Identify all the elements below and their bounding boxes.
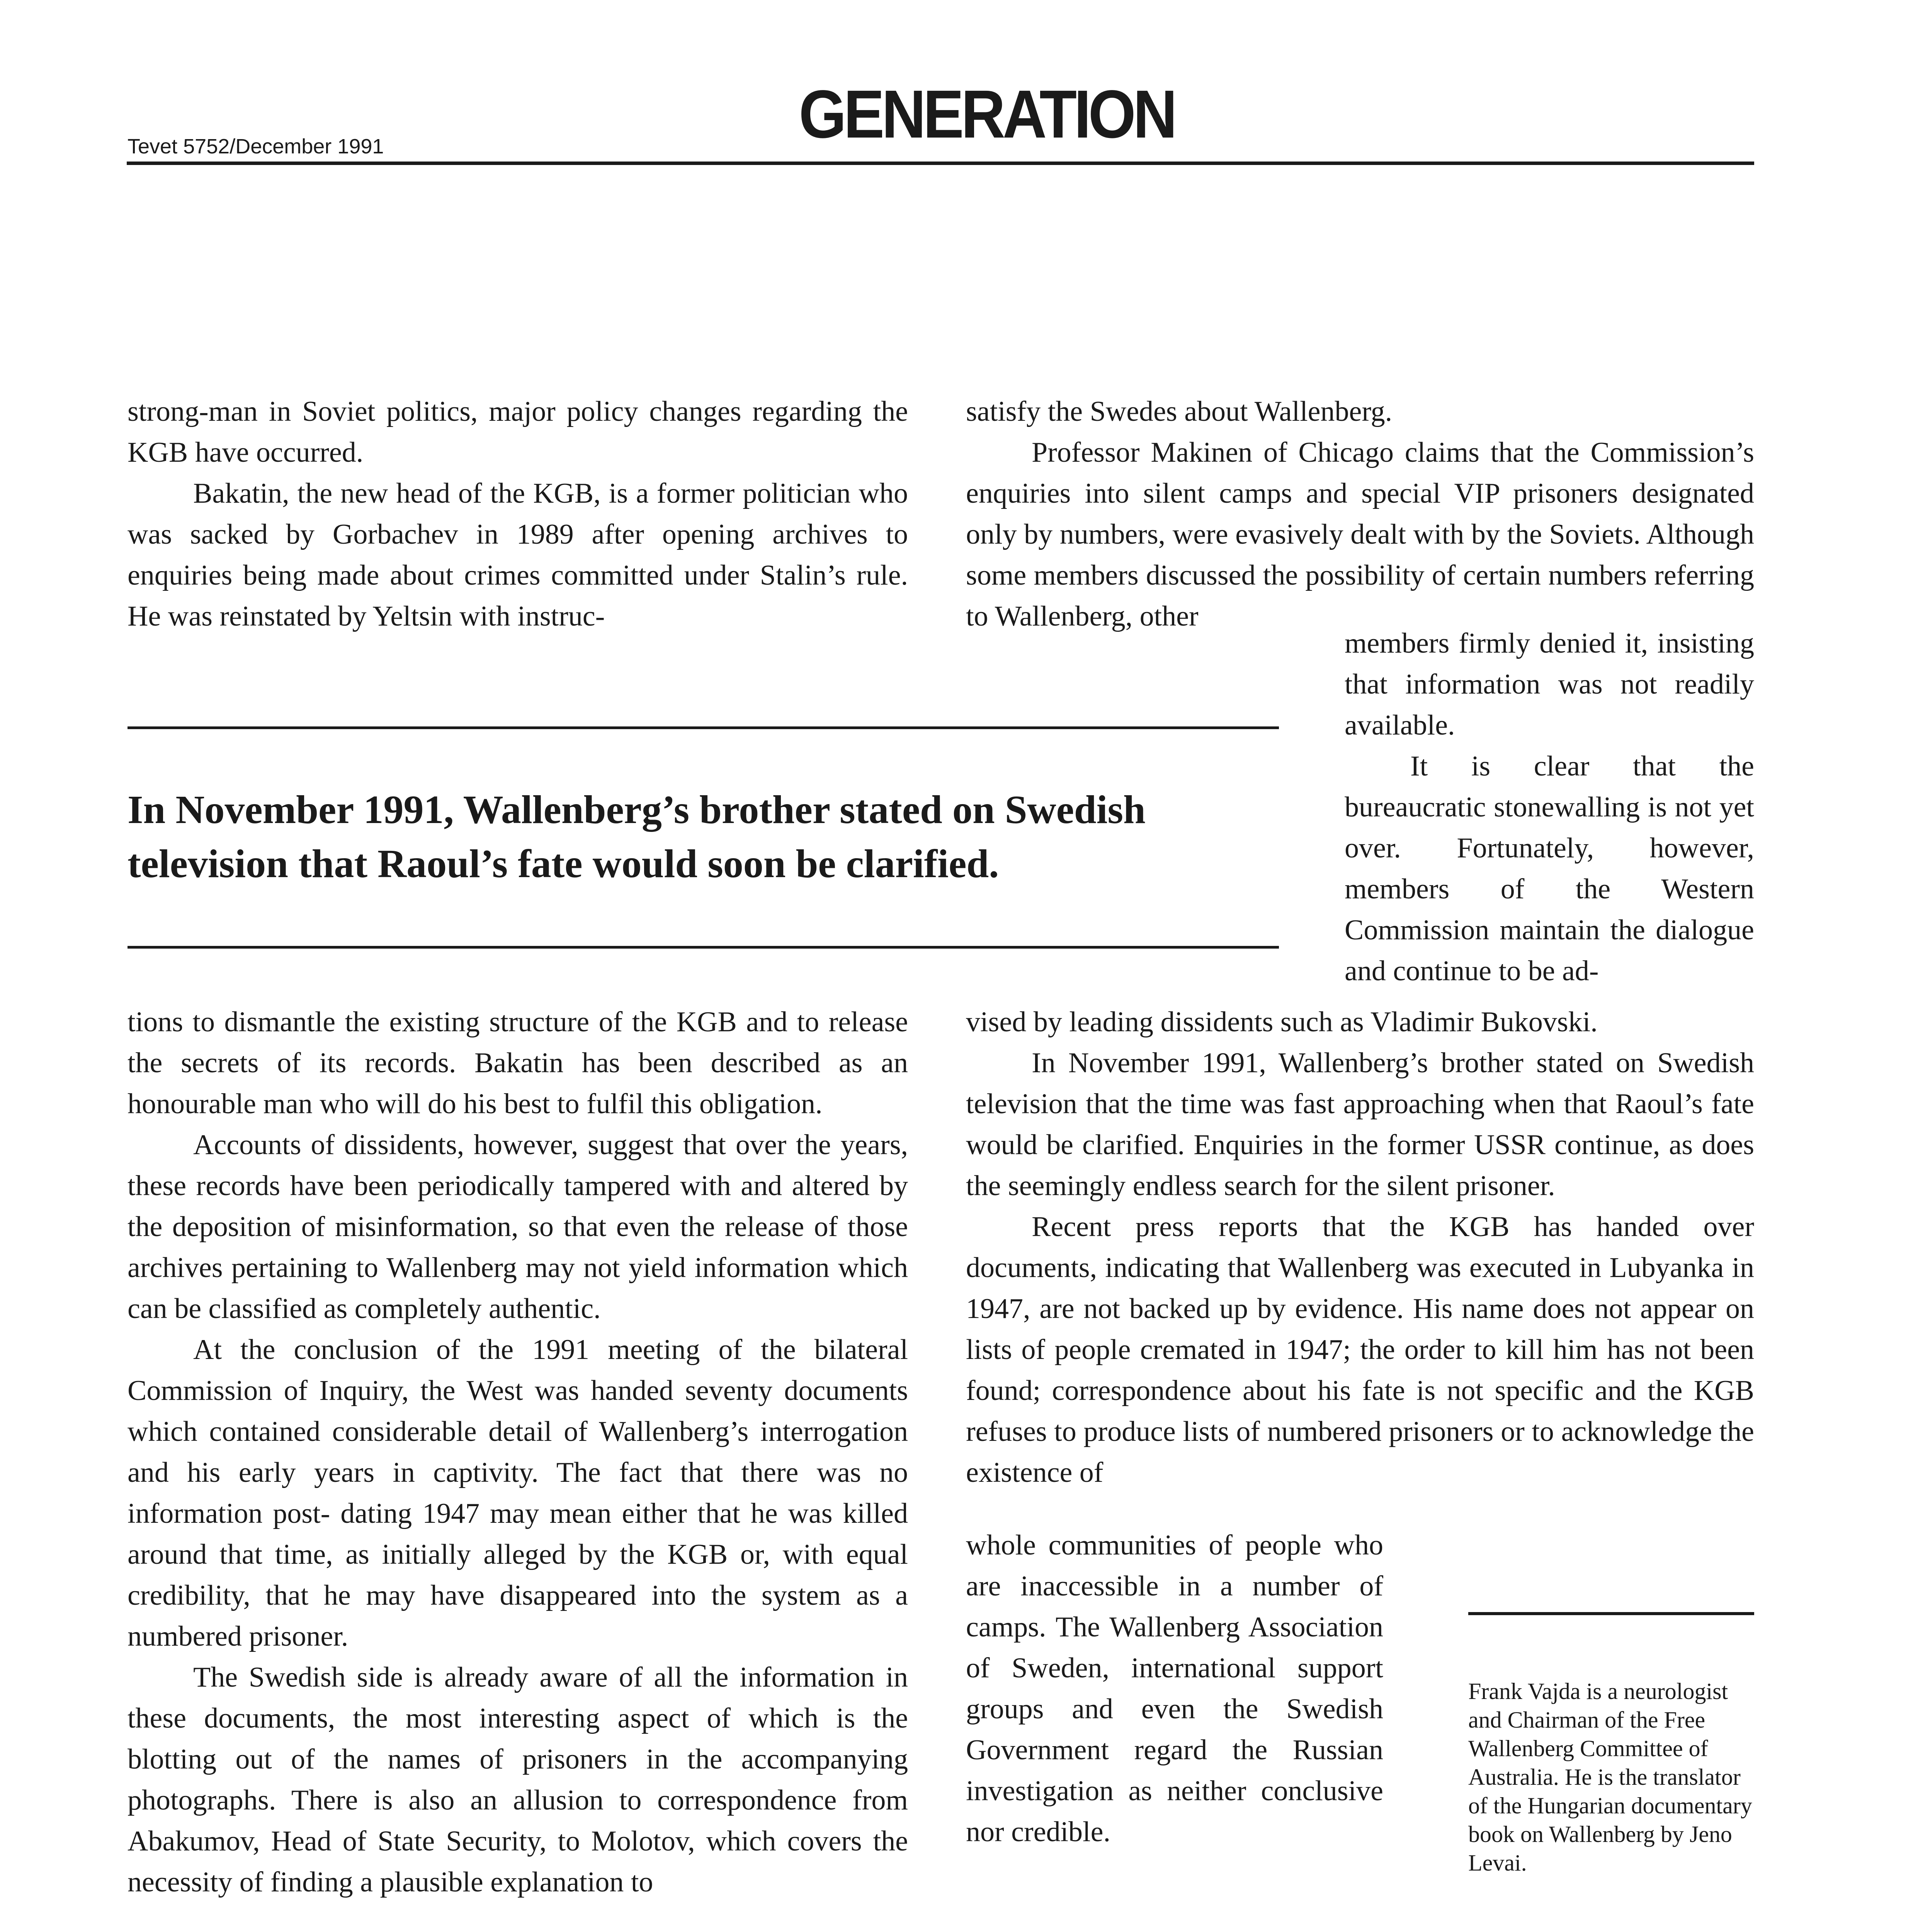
article-column-2-narrow (966, 1525, 1383, 1852)
pullquote-rule-bottom (128, 946, 1279, 949)
bio-rule (1468, 1612, 1754, 1615)
paragraph: The Swedish side is already aware of all the information in these documents, the most interesting aspect of which is the blotting out of the names of prisoners in the accompanying photographs. There is also an allusion to correspondence from Abakumov, Head of State Security, to Molotov, which covers the necessity of finding a plausible explanation to (128, 1662, 908, 1898)
paragraph: satisfy the Swedes about Wallenberg. (966, 396, 1393, 427)
header-rule (127, 162, 1754, 165)
paragraph: tions to dismantle the existing structure of the KGB and to release the secrets of its records. Bakatin has been described as an honourable man who will do his best to fulfil this obligation. (128, 1006, 908, 1120)
paragraph: In November 1991, Wallenberg’s brother stated on Swedish television that the time was fast approaching when that Raoul’s fate would be clarified. Enquiries in the former USSR continue, as does the seemingly endless search for the silent prisoner. (966, 1047, 1754, 1202)
paragraph: Recent press reports that the KGB has handed over documents, indicating that Wallenberg was executed in Lubyanka in 1947, are not backed up by evidence. His name does not appear on lists of people cremated in 1947; the order to kill him has not been found; correspondence about his fate is not specific and the KGB refuses to produce lists of numbered prisoners or to acknowledge the existence of (966, 1211, 1754, 1488)
paragraph: members firmly denied it, insisting that information was not readily available. (1345, 628, 1754, 741)
paragraph: Professor Makinen of Chicago claims that the Commission’s enquiries into silent camps and special VIP prisoners designated only by numbers, were evasively dealt with by the Soviets. Although some members discussed the possibility of certain numbers referring to Wallenberg, other (966, 437, 1754, 632)
paragraph: Bakatin, the new head of the KGB, is a former politician who was sacked by Gorbachev in 1989 after opening archives to enquiries being made about crimes committed under Stalin’s rule. He was reinstated by Yeltsin with instruc- (128, 478, 908, 632)
article-column-2-bottom (966, 1002, 1754, 1493)
paragraph: It is clear that the bureaucratic stonewalling is not yet over. Fortunately, however, members of the Western Commission maintain the dialogue and continue to be ad- (1345, 750, 1754, 987)
paragraph: vised by leading dissidents such as Vladimir Bukovski. (966, 1006, 1598, 1038)
article-column-2-top (966, 391, 1754, 637)
paragraph: whole communities of people who are inaccessible in a number of camps. The Wallenberg Association of Sweden, international support groups and even the Swedish Government regard the Russian investigation as neither conclusive nor credible. (966, 1529, 1383, 1848)
pullquote-rule-top (128, 726, 1279, 729)
masthead: GENERATION (799, 77, 1175, 152)
author-bio: Frank Vajda is a neurologist and Chairman of the Free Wallenberg Committee of Australia. He is the translator of the Hungarian documentary book on Wallenberg by Jeno Levai. (1468, 1679, 1752, 1876)
paragraph: At the conclusion of the 1991 meeting of the bilateral Commission of Inquiry, the West was handed seventy documents which contained considerable detail of Wallenberg’s interrogation and his early years in captivity. The fact that there was no information post- dating 1947 may mean either that he was killed around that time, as initially alleged by the KGB or, with equal credibility, that he may have disappeared into the system as a numbered prisoner. (128, 1334, 908, 1652)
issue-date: Tevet 5752/December 1991 (128, 135, 384, 158)
paragraph: strong-man in Soviet politics, major policy changes regarding the KGB have occurred. (128, 396, 908, 468)
paragraph: Accounts of dissidents, however, suggest that over the years, these records have been periodically tampered with and altered by the deposition of misinformation, so that even the release of those archives pertaining to Wallenberg may not yield information which can be classified as completely authentic. (128, 1129, 908, 1325)
pullquote: In November 1991, Wallenberg’s brother stated on Swedish television that Raoul’s fate would soon be clarified. (128, 787, 1146, 886)
article-column-1-top (128, 391, 908, 637)
article-column-1-bottom (128, 1002, 908, 1903)
article-column-2-wrap (1345, 623, 1754, 992)
